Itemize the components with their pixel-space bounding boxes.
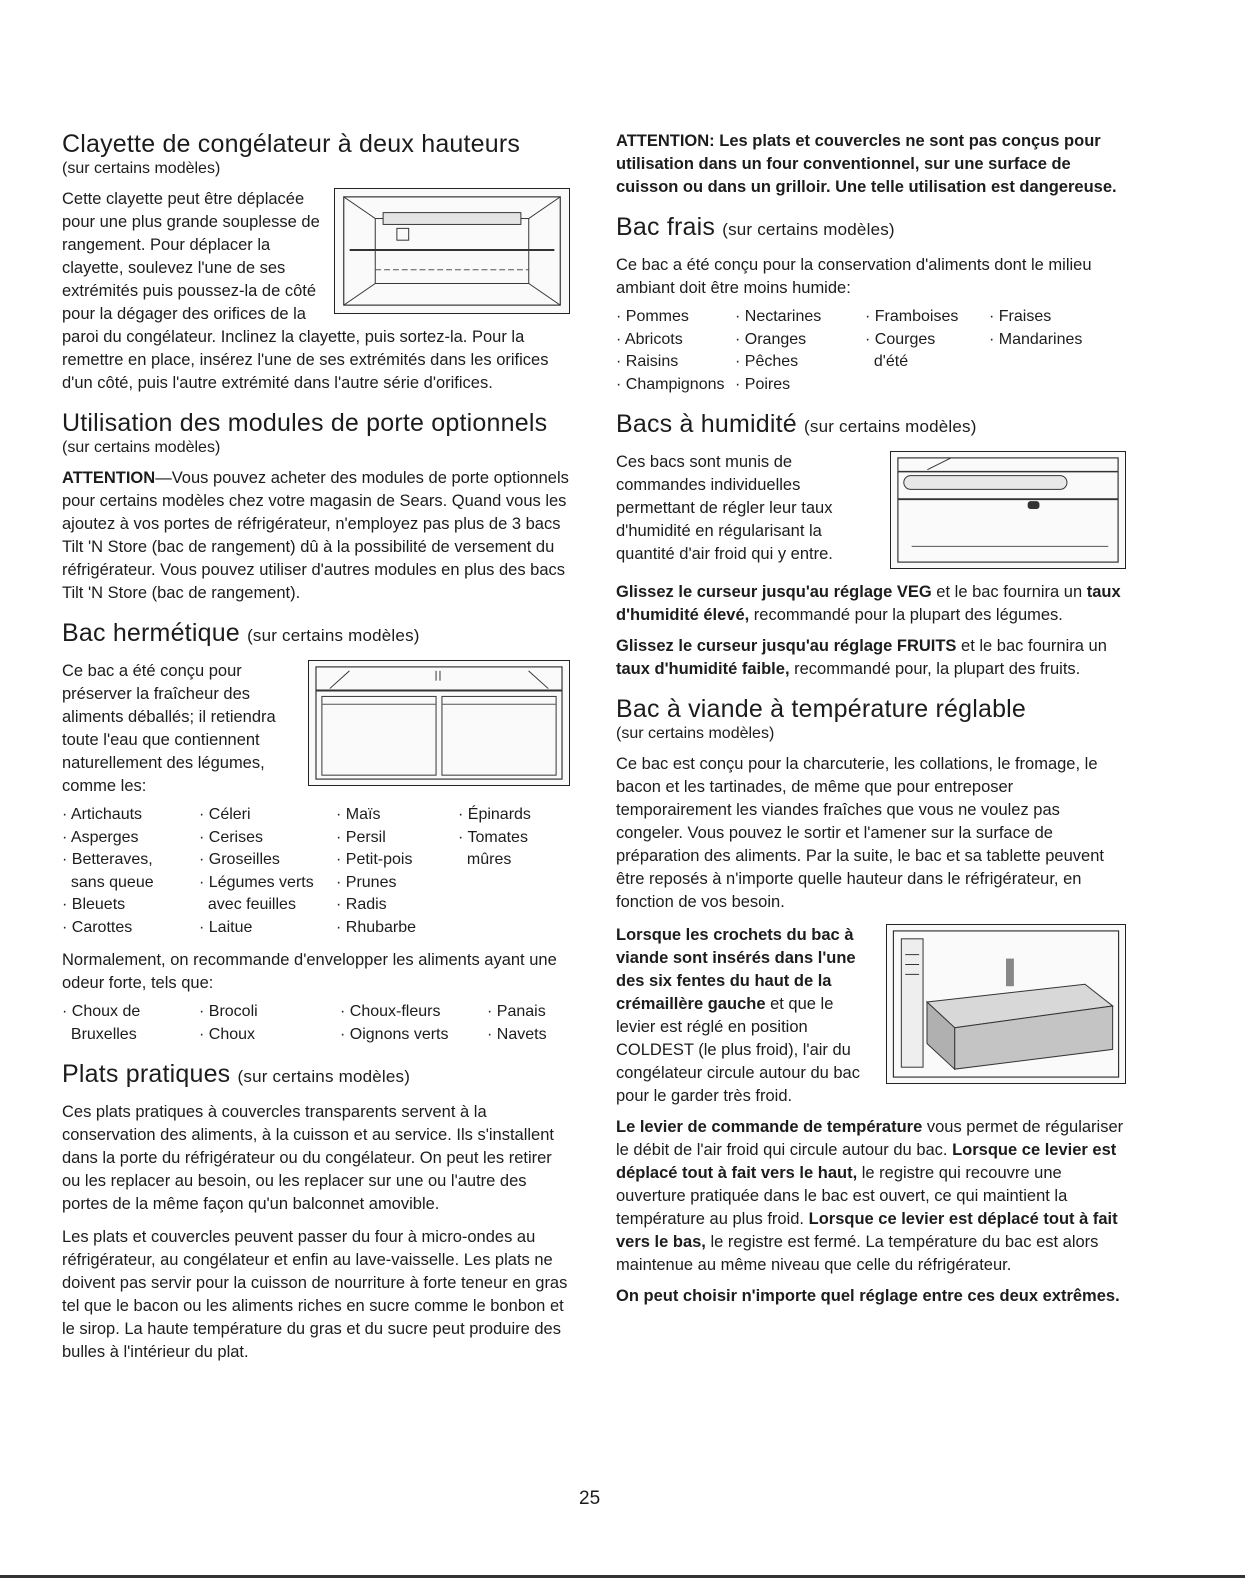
section-body-2: Les plats et couvercles peuvent passer du four à micro-ondes au réfrigérateur, au congélateur et enfin au lave-vaisselle. Les plats ne doivent pas servir pour la cuisson de nourriture à forte teneur en gras tel que le bacon ou les aliments riches en sucre comme le bonbon et le sirop. La haute température du gras et du sucre peut produire des bulles à l'intérieur du plat.: [62, 1228, 568, 1361]
section-title: Clayette de congélateur à deux hauteurs: [62, 130, 521, 158]
lever-text: Le levier de commande de température vous permet de régulariser le débit de l'air froid qui circule autour du bac. Lorsque ce levier est déplacé tout à fait vers le haut, le registre qui recouvre une ouverture pratiquée dans le bac est ouvert, ce qui maintient la température au plus froid. Lorsque ce levier est déplacé tout à fait vers le bas, le registre est fermé. La température du bac est alors maintenue au même niveau que celle du réfrigérateur.: [616, 1118, 1124, 1274]
humidity-drawer-drawing: [891, 452, 1125, 568]
fruits-setting: Glissez le curseur jusqu'au réglage FRUITS et le bac fournira un taux d'humidité faible, recommandé pour, la plupart des fruits.: [616, 637, 1107, 678]
section-title: Bac hermétique (sur certains modèles): [62, 619, 420, 647]
meat-hooks-text: Lorsque les crochets du bac à viande sont insérés dans l'une des six fentes du haut de la crémaillère gauche et que le levier est réglé en position COLDEST (le plus froid), l'air du congélateur circule autour du bac pour le garder très froid.: [616, 926, 860, 1105]
attention-label: ATTENTION: [62, 469, 156, 487]
final-note: On peut choisir n'importe quel réglage entre ces deux extrêmes.: [616, 1287, 1120, 1305]
fruit-list: · Pommes · Nectarines · Framboises · Fraises · Abricots · Oranges · Courges · Mandarines · Raisins · Pêches d'été · Champignons · Poires: [616, 308, 1083, 393]
section-subtitle: (sur certains modèles): [247, 626, 420, 645]
humidity-drawer-illustration: [890, 451, 1126, 569]
shelf-illustration: [334, 188, 570, 314]
section-body: Cette clayette peut être déplacée pour une plus grande souplesse de rangement. Pour déplacer la clayette, soulevez l'une de ses extrémités puis poussez-la de côté pour la dégager des orifices de la paroi du congélateur. Inclinez la clayette, puis sortez-la. Pour la remettre en place, insérez l'une de ses extrémités dans les orifices d'un côté, puis l'autre extrémité dans l'autre série d'orifices.: [62, 190, 549, 392]
section-clayette: [62, 130, 570, 395]
section-title: Bacs à humidité (sur certains modèles): [616, 410, 977, 438]
section-body: Ces bacs sont munis de commandes individuelles permettant de régler leur taux d'humidité en régularisant la quantité d'air froid qui y entre.: [616, 453, 833, 563]
attention-warning: ATTENTION: Les plats et couvercles ne sont pas conçus pour utilisation dans un four conventionnel, sur une surface de cuisson ou dans un grilloir. Une telle utilisation est dangereuse.: [616, 132, 1117, 196]
meat-drawer-drawing: [887, 925, 1125, 1083]
section-body: Ce bac a été conçu pour la conservation d'aliments dont le milieu ambiant doit être moins humide:: [616, 256, 1092, 297]
section-body: Ces plats pratiques à couvercles transparents servent à la conservation des aliments, à la cuisson et au service. Ils s'installent dans la porte du réfrigérateur ou du congélateur. On peut les retirer ou les replacer au besoin, ou les replacer sur une ou l'autre des portes de la même façon qu'un balconnet amovible.: [62, 1103, 554, 1213]
section-subtitle: (sur certains modèles): [62, 160, 221, 177]
shelf-drawing: [335, 189, 569, 313]
section-body: Ce bac a été conçu pour préserver la fraîcheur des aliments déballés; il retiendra toute l'eau que contiennent naturellement des légumes, comme les:: [62, 662, 276, 795]
meat-drawer-illustration: [886, 924, 1126, 1084]
section-modules: [62, 409, 570, 605]
crisper-drawing: [309, 661, 569, 785]
section-body-2: Normalement, on recommande d'envelopper les aliments ayant une odeur forte, tels que:: [62, 951, 557, 992]
section-body: ATTENTION—Vous pouvez acheter des modules de porte optionnels pour certains modèles chez votre magasin de Sears. Quand vous les ajoutez à vos portes de réfrigérateur, n'employez pas plus de 3 bacs Tilt 'N Store (bac de rangement) dû à la possibilité de versement du réfrigérateur. Vous pouvez utiliser d'autres modules en plus des bacs Tilt 'N Store (bac de rangement).: [62, 469, 569, 602]
section-subtitle: (sur certains modèles): [62, 439, 221, 456]
page-number: 25: [579, 1488, 601, 1509]
section-hermetique: [62, 619, 570, 1046]
left-column: [62, 130, 570, 1378]
section-frais: [616, 213, 1126, 396]
section-subtitle: (sur certains modèles): [804, 417, 977, 436]
section-title: Bac à viande à température réglable: [616, 695, 1027, 723]
section-title: Bac frais (sur certains modèles): [616, 213, 895, 241]
veg-setting: Glissez le curseur jusqu'au réglage VEG et le bac fournira un taux d'humidité élevé, recommandé pour la plupart des légumes.: [616, 583, 1121, 624]
section-viande: [616, 695, 1126, 1308]
section-title: Plats pratiques (sur certains modèles): [62, 1060, 411, 1088]
section-title: Utilisation des modules de porte optionnels: [62, 409, 548, 437]
section-subtitle: (sur certains modèles): [616, 725, 775, 742]
strong-odor-list: · Choux de · Brocoli · Choux-fleurs · Panais Bruxelles · Choux · Oignons verts · Navets: [62, 1003, 547, 1043]
crisper-illustration: [308, 660, 570, 786]
section-subtitle: (sur certains modèles): [722, 220, 895, 239]
vegetable-list: · Artichauts · Céleri · Maïs · Épinards · Asperges · Cerises · Persil · Tomates · Betteraves, · Groseilles · Petit-pois mûres sans queue · Légumes verts · Prunes · Bleuets avec feuilles · Radis · Carottes · Laitue · Rhubarbe: [62, 806, 531, 936]
section-body: Ce bac est conçu pour la charcuterie, les collations, le fromage, le bacon et les tartinades, de même que pour entreposer temporairement les viandes fraîches que vous ne voulez pas congeler. Vous pouvez le sortir et l'amener sur la surface de préparation des aliments. Par la suite, le bac et sa tablette peuvent être reposés à n'importe quelle hauteur dans le réfrigérateur, en fonction de vos besoin.: [616, 755, 1104, 911]
section-subtitle: (sur certains modèles): [237, 1067, 411, 1086]
right-column: [616, 130, 1126, 1322]
bottom-rule: [0, 1575, 1245, 1578]
section-humidite: [616, 410, 1126, 681]
section-plats: [62, 1060, 570, 1364]
